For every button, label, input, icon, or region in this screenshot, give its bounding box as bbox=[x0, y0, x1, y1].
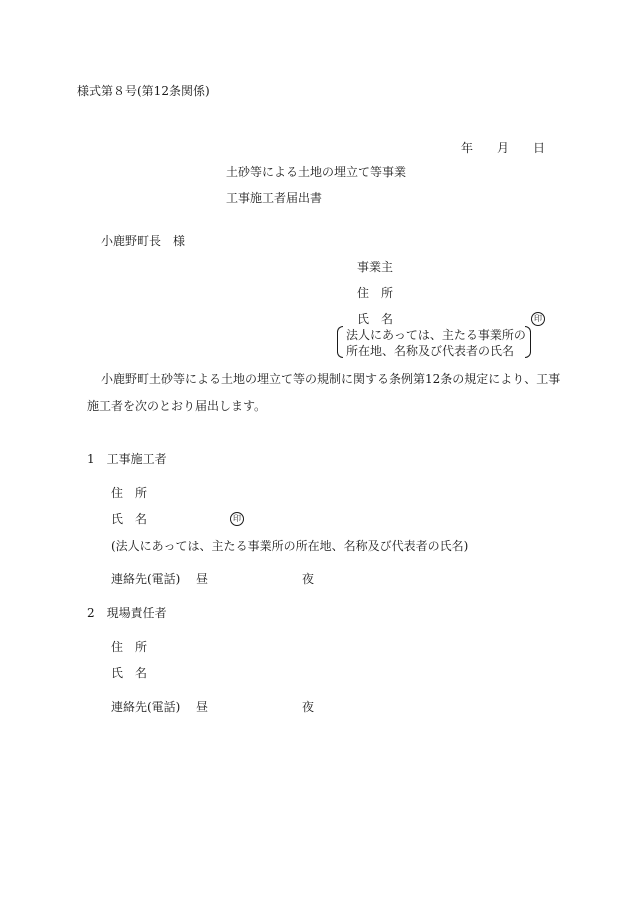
section1-address-label: 住 所 bbox=[111, 486, 148, 500]
section1-day-label: 昼 bbox=[196, 572, 209, 586]
form-number: 様式第８号(第12条関係) bbox=[77, 84, 210, 98]
document-title-line2: 工事施工者届出書 bbox=[226, 191, 323, 205]
applicant-name-label: 氏 名 bbox=[357, 312, 394, 326]
applicant-role: 事業主 bbox=[357, 260, 394, 274]
applicant-corp-note-line1: 法人にあっては、主たる事業所の bbox=[346, 328, 526, 342]
date-month-label: 月 bbox=[497, 141, 510, 155]
section2-heading: 2 現場責任者 bbox=[87, 606, 167, 620]
applicant-address-label: 住 所 bbox=[357, 286, 394, 300]
section2-contact-label: 連絡先(電話) bbox=[111, 700, 181, 714]
section1-heading: 1 工事施工者 bbox=[87, 452, 167, 466]
body-text-line1: 小鹿野町土砂等による土地の埋立て等の規制に関する条例第12条の規定により、工事 bbox=[101, 372, 561, 386]
addressee: 小鹿野町長 様 bbox=[101, 234, 186, 248]
corp-note-right-bracket bbox=[525, 326, 531, 358]
section1-corp-note: (法人にあっては、主たる事業所の所在地、名称及び代表者の氏名) bbox=[111, 539, 469, 553]
section1-contact-label: 連絡先(電話) bbox=[111, 572, 181, 586]
section1-name-label: 氏 名 bbox=[111, 512, 148, 526]
section2-address-label: 住 所 bbox=[111, 640, 148, 654]
section2-name-label: 氏 名 bbox=[111, 666, 148, 680]
corp-note-left-bracket bbox=[337, 326, 343, 358]
section1-night-label: 夜 bbox=[302, 572, 315, 586]
applicant-seal-mark: 印 bbox=[531, 312, 545, 326]
document-title-line1: 土砂等による土地の埋立て等事業 bbox=[226, 165, 407, 179]
body-text-line2: 施工者を次のとおり届出します。 bbox=[87, 399, 267, 413]
section2-day-label: 昼 bbox=[196, 700, 209, 714]
applicant-corp-note-line2: 所在地、名称及び代表者の氏名 bbox=[346, 344, 515, 358]
section2-night-label: 夜 bbox=[302, 700, 315, 714]
section1-seal-mark: 印 bbox=[230, 512, 244, 526]
date-year-label: 年 bbox=[461, 141, 474, 155]
date-day-label: 日 bbox=[533, 141, 546, 155]
